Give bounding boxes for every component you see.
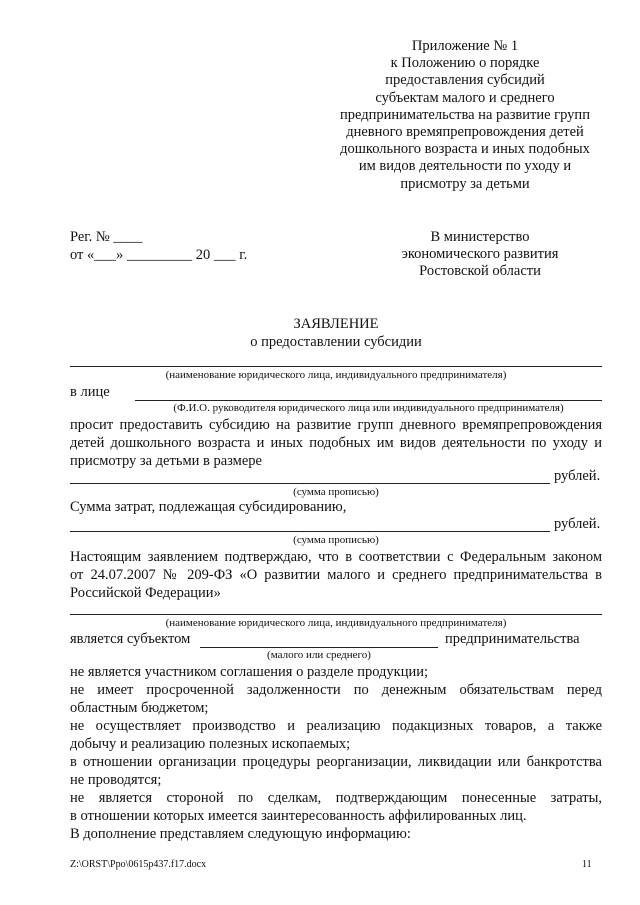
addressee-line: В министерство: [430, 229, 530, 245]
subject-label: является субъектом: [70, 631, 191, 647]
amount-line-1: [70, 483, 550, 484]
item-line-last: добычу и реализацию полезных ископаемых;: [70, 736, 351, 752]
request-line-last: присмотру за детьми в размере: [70, 453, 262, 469]
confirm-line: Настоящим заявлением подтверждаю, что в соответствии с Федеральным законом: [70, 549, 602, 565]
caption-size: (малого или среднего): [267, 649, 371, 661]
appendix-line: им видов деятельности по уходу и: [358, 158, 572, 175]
footer-file-path: Z:\ORST\Ppo\0615p437.f17.docx: [70, 859, 207, 870]
rubles-label-2: рублей.: [554, 516, 601, 532]
request-line: детей дошкольного возраста и иных подобных им видов деятельности по уходу и: [70, 435, 602, 451]
head-name-line: [135, 400, 602, 401]
caption-entity-2: (наименование юридического лица, индивидуального предпринимателя): [165, 617, 507, 629]
registration-number: Рег. № ____: [70, 229, 143, 245]
subject-size-line: [200, 647, 438, 648]
item-line: не является стороной по сделкам, подтверждающим понесенные затраты,: [70, 790, 602, 806]
item-line-last: областным бюджетом;: [70, 700, 209, 716]
subject-suffix: предпринимательства: [445, 631, 580, 647]
item-line: В дополнение представляем следующую информацию:: [70, 826, 411, 842]
item-line: в отношении организации процедуры реорганизации, ликвидации или банкротства: [70, 754, 602, 770]
item-line: не является участником соглашения о разделе продукции;: [70, 664, 429, 680]
page-number: 11: [582, 859, 592, 870]
addressee-block: [380, 229, 580, 280]
caption-head: (Ф.И.О. руководителя юридического лица или индивидуального предпринимателя): [173, 402, 564, 414]
registration-date: от «___» _________ 20 ___ г.: [70, 247, 248, 263]
expenses-label: Сумма затрат, подлежащая субсидированию,: [70, 499, 347, 515]
request-line: просит предоставить субсидию на развитие групп дневного времяпрепровождения: [70, 417, 602, 433]
item-line: не имеет просроченной задолженности по денежным обязательствам перед: [70, 682, 602, 698]
amount-line-2: [70, 531, 550, 532]
appendix-line: дошкольного возраста и иных подобных: [340, 141, 590, 158]
appendix-line: предоставления субсидий: [385, 72, 545, 89]
item-line-last: не проводятся;: [70, 772, 162, 788]
appendix-line: предпринимательства на развитие групп: [340, 106, 590, 123]
appendix-line: субъектам малого и среднего: [375, 89, 555, 106]
caption-amount-words-2: (сумма прописью): [293, 534, 379, 546]
addressee-line: экономического развития: [401, 246, 559, 262]
appendix-line: дневного времяпрепровождения детей: [346, 124, 584, 141]
appendix-line: к Положению о порядке: [390, 55, 540, 72]
entity-name-line-2: [70, 614, 602, 615]
item-line: не осуществляет производство и реализацию подакцизных товаров, а также: [70, 718, 602, 734]
confirm-line: от 24.07.2007 № 209-ФЗ «О развитии малого и среднего предпринимательства в: [70, 567, 602, 583]
rubles-label-1: рублей.: [554, 468, 601, 484]
in-person-label: в лице: [70, 384, 110, 400]
document-subtitle: о предоставлении субсидии: [250, 334, 422, 350]
appendix-line: Приложение № 1: [411, 38, 519, 54]
caption-entity: (наименование юридического лица, индивидуального предпринимателя): [165, 369, 507, 381]
caption-amount-words-1: (сумма прописью): [293, 486, 379, 498]
document-title: ЗАЯВЛЕНИЕ: [293, 316, 379, 332]
item-line-last: в отношении которых имеется заинтересованность аффилированных лиц.: [70, 808, 527, 824]
confirm-line-last: Российской Федерации»: [70, 585, 221, 601]
entity-name-line: [70, 366, 602, 367]
appendix-line: присмотру за детьми: [400, 175, 530, 192]
addressee-line: Ростовской области: [419, 263, 541, 279]
appendix-block: [330, 38, 600, 193]
